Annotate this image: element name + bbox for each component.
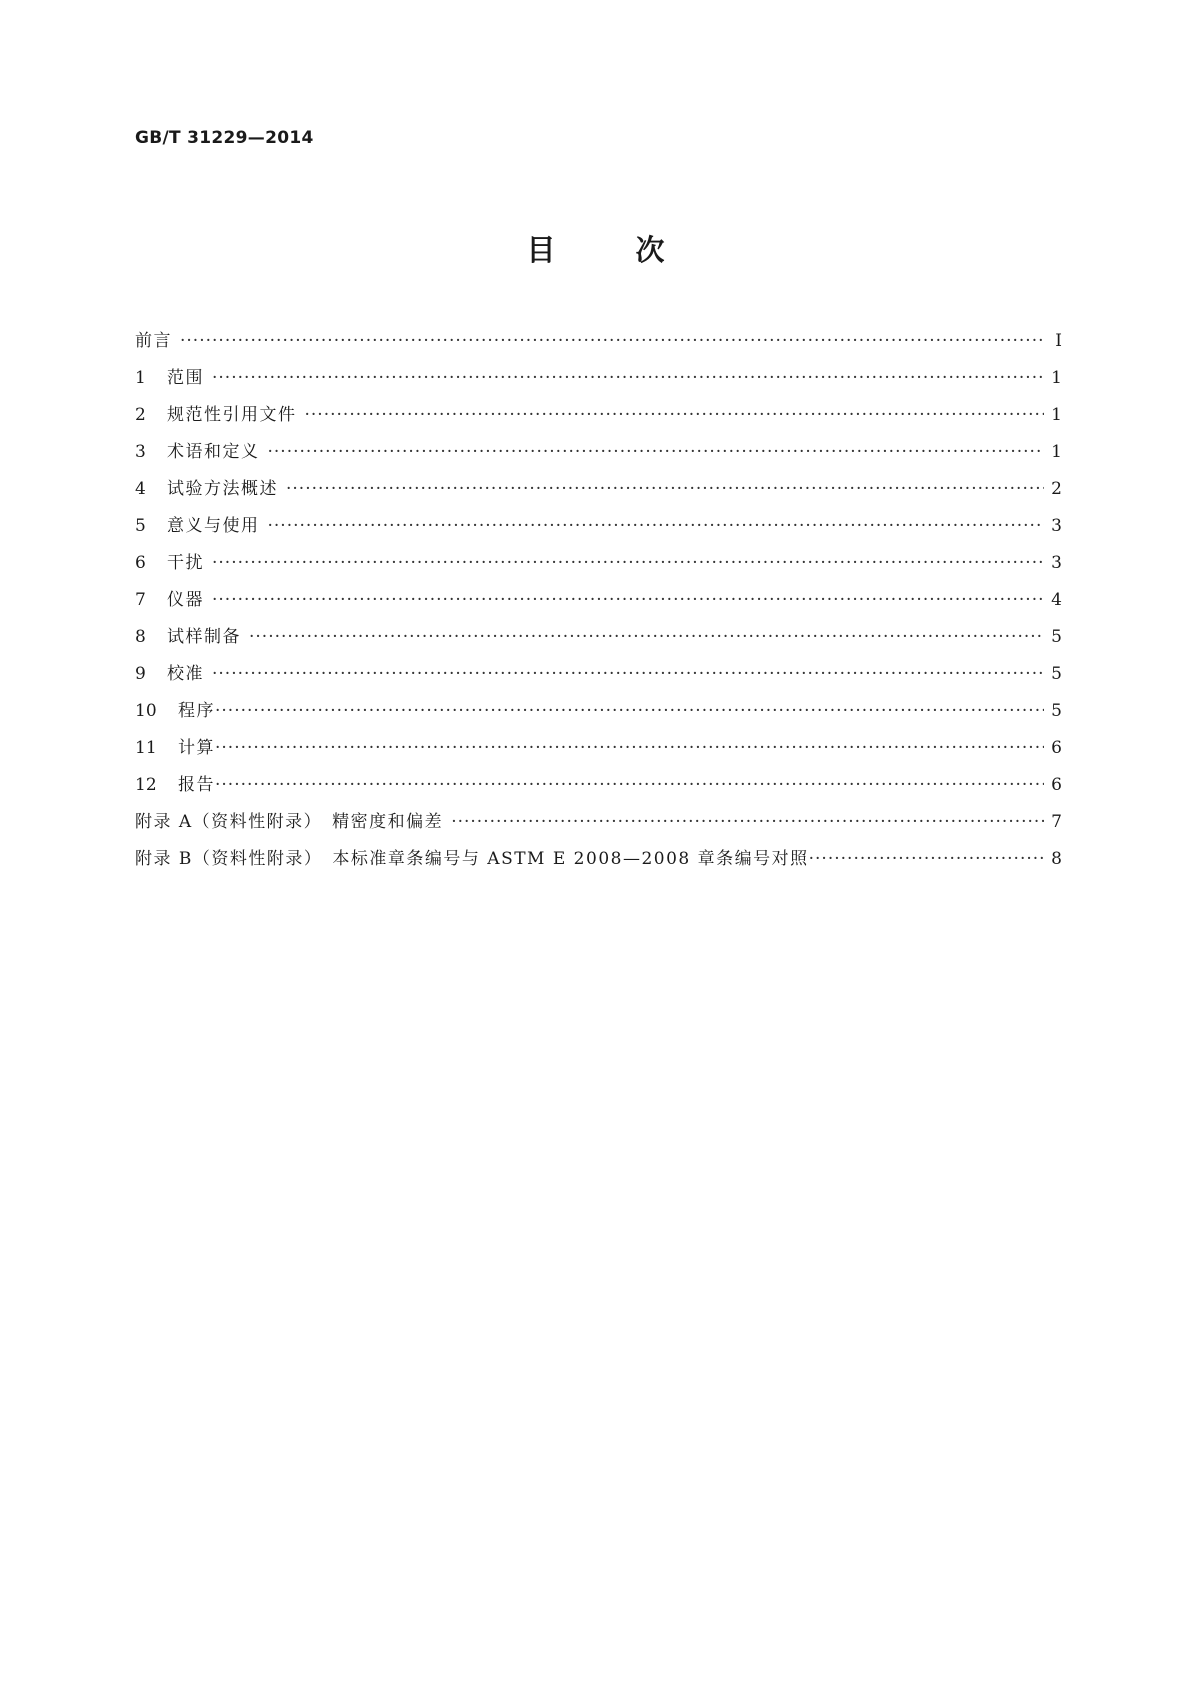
toc-entry-label: 前言 xyxy=(135,331,172,351)
toc-dot-leader xyxy=(212,545,1044,582)
toc-dot-leader xyxy=(215,767,1044,804)
toc-entry-number: 3 xyxy=(135,442,146,462)
toc-entry-6[interactable] xyxy=(135,545,1062,582)
toc-page-number: 5 xyxy=(1051,701,1062,721)
toc-dot-leader xyxy=(809,841,1044,878)
toc-entry-number: 7 xyxy=(135,590,146,610)
toc-page-number: 6 xyxy=(1051,738,1062,758)
toc-entry-number: 12 xyxy=(135,775,157,795)
toc-entry-number: 9 xyxy=(135,664,146,684)
title-char-1: 目 xyxy=(526,233,556,267)
toc-page-number: 6 xyxy=(1051,775,1062,795)
toc-dot-leader xyxy=(215,730,1044,767)
toc-dot-leader xyxy=(212,360,1044,397)
toc-dot-leader xyxy=(305,397,1045,434)
toc-entry-3[interactable] xyxy=(135,434,1062,471)
toc-entry-12[interactable] xyxy=(135,767,1062,804)
toc-entry-label: 范围 xyxy=(167,368,204,388)
toc-dot-leader xyxy=(215,693,1044,730)
title-char-2: 次 xyxy=(635,233,665,267)
toc-entry-number: 1 xyxy=(135,368,146,388)
toc-entry-11[interactable] xyxy=(135,730,1062,767)
toc-entry-number: 5 xyxy=(135,516,146,536)
toc-entry-10[interactable] xyxy=(135,693,1062,730)
toc-entry-1[interactable] xyxy=(135,360,1062,397)
toc-entry-number: 8 xyxy=(135,627,146,647)
toc-dot-leader xyxy=(268,434,1045,471)
toc-dot-leader xyxy=(212,582,1044,619)
toc-entry-foreword[interactable] xyxy=(135,323,1062,360)
toc-entry-number: 2 xyxy=(135,405,146,425)
toc-dot-leader xyxy=(180,323,1044,360)
toc-entry-2[interactable] xyxy=(135,397,1062,434)
toc-entry-label: 计算 xyxy=(178,738,215,758)
toc-dot-leader xyxy=(286,471,1044,508)
toc-page-number: 2 xyxy=(1051,479,1062,499)
toc-entry-label: 报告 xyxy=(178,775,215,795)
document-number: GB/T 31229—2014 xyxy=(135,128,314,148)
toc-entry-annex-b[interactable] xyxy=(135,841,1062,878)
toc-entry-label: 试验方法概述 xyxy=(167,479,278,499)
toc-entry-label: 附录 B（资料性附录） 本标准章条编号与 ASTM E 2008—2008 章条编号对照 xyxy=(135,849,809,869)
toc-page-number: 7 xyxy=(1051,812,1062,832)
toc-page-number: 5 xyxy=(1051,664,1062,684)
toc-dot-leader xyxy=(451,804,1044,841)
toc-entry-label: 仪器 xyxy=(167,590,204,610)
toc-page-number: 1 xyxy=(1051,368,1062,388)
toc-dot-leader xyxy=(212,656,1044,693)
table-of-contents xyxy=(135,323,1062,878)
toc-entry-number: 11 xyxy=(135,738,157,758)
toc-entry-label: 干扰 xyxy=(167,553,204,573)
toc-page-number: 5 xyxy=(1051,627,1062,647)
toc-page-number: Ⅰ xyxy=(1055,331,1062,351)
toc-page-number: 3 xyxy=(1051,553,1062,573)
toc-page-number: 4 xyxy=(1051,590,1062,610)
toc-entry-number: 10 xyxy=(135,701,157,721)
toc-entry-5[interactable] xyxy=(135,508,1062,545)
toc-entry-label: 试样制备 xyxy=(167,627,241,647)
toc-entry-label: 意义与使用 xyxy=(167,516,260,536)
toc-entry-number: 4 xyxy=(135,479,146,499)
toc-entry-4[interactable] xyxy=(135,471,1062,508)
toc-entry-label: 校准 xyxy=(167,664,204,684)
toc-page-number: 1 xyxy=(1051,442,1062,462)
page-title xyxy=(0,228,1191,269)
toc-entry-7[interactable] xyxy=(135,582,1062,619)
toc-page-number: 3 xyxy=(1051,516,1062,536)
toc-entry-label: 规范性引用文件 xyxy=(167,405,297,425)
toc-entry-9[interactable] xyxy=(135,656,1062,693)
toc-entry-8[interactable] xyxy=(135,619,1062,656)
toc-page-number: 1 xyxy=(1051,405,1062,425)
toc-entry-label: 程序 xyxy=(178,701,215,721)
toc-entry-label: 附录 A（资料性附录） 精密度和偏差 xyxy=(135,812,444,832)
toc-entry-label: 术语和定义 xyxy=(167,442,260,462)
toc-entry-number: 6 xyxy=(135,553,146,573)
toc-entry-annex-a[interactable] xyxy=(135,804,1062,841)
toc-page-number: 8 xyxy=(1051,849,1062,869)
toc-dot-leader xyxy=(249,619,1044,656)
toc-dot-leader xyxy=(268,508,1045,545)
